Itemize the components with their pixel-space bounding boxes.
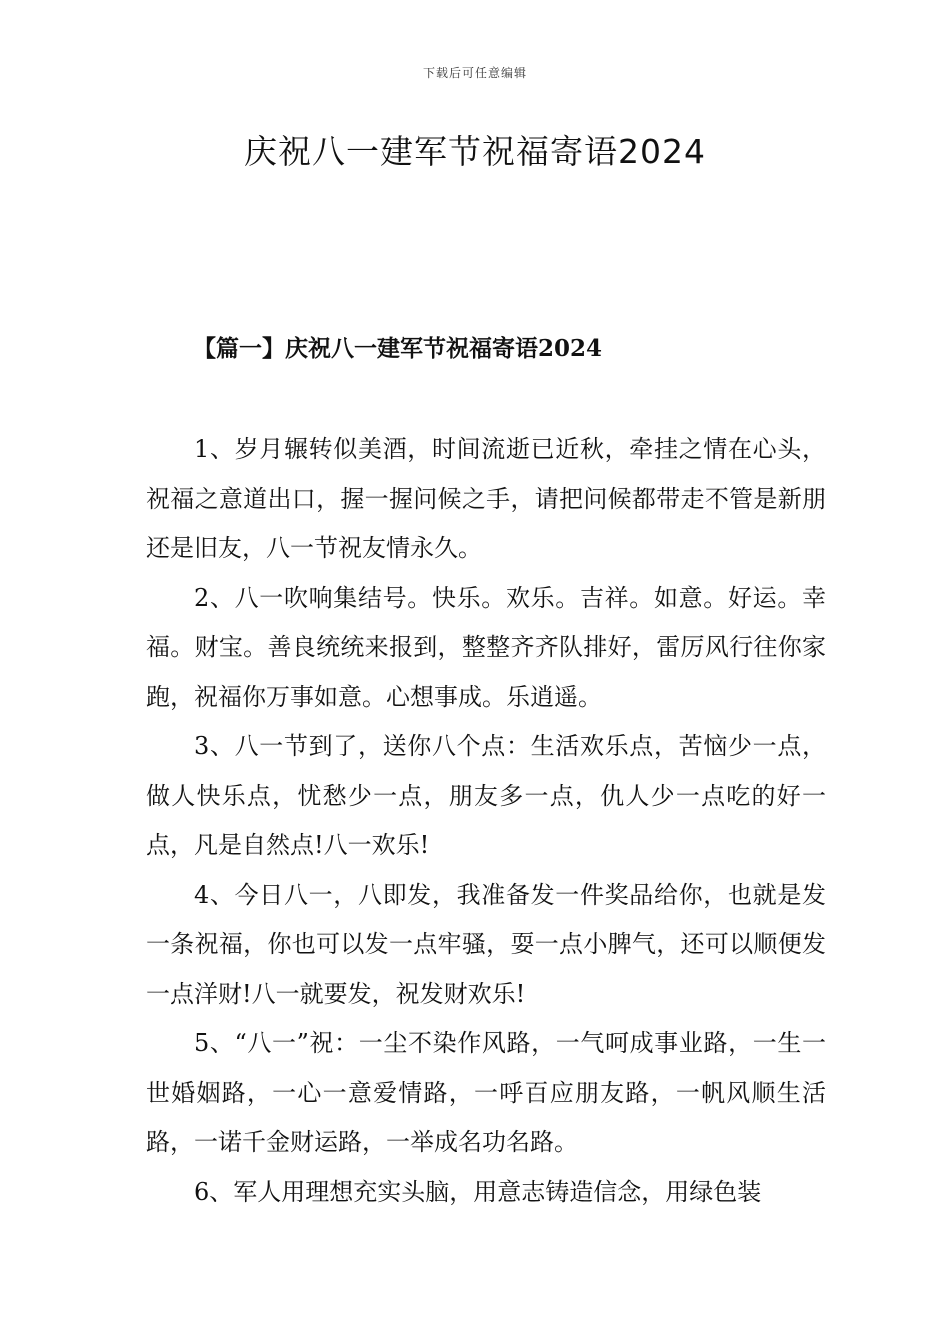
document-title: 庆祝八一建军节祝福寄语2024: [244, 132, 706, 171]
paragraph-5: 5、“八一”祝：一尘不染作风路，一气呵成事业路，一生一世婚姻路，一心一意爱情路，一呼百应朋友路，一帆风顺生活路，一诺千金财运路，一举成名功名路。: [146, 1029, 826, 1156]
paragraph-1: 1、岁月辗转似美酒，时间流逝已近秋，牵挂之情在心头，祝福之意道出口，握一握问候之手，请把问候都带走不管是新朋还是旧友，八一节祝友情永久。: [146, 435, 826, 562]
document-body: [146, 425, 826, 1217]
paragraph-2: 2、八一吹响集结号。快乐。欢乐。吉祥。如意。好运。幸福。财宝。善良统统来报到，整整齐齐队排好，雷厉风行往你家跑，祝福你万事如意。心想事成。乐逍遥。: [146, 583, 826, 711]
paragraph-4: 4、今日八一，八即发，我准备发一件奖品给你，也就是发一条祝福，你也可以发一点牢骚，耍一点小脾气，还可以顺便发一点洋财!八一就要发，祝发财欢乐!: [146, 880, 826, 1008]
paragraph-3: 3、八一节到了，送你八个点：生活欢乐点，苦恼少一点，做人快乐点，忧愁少一点，朋友多一点，仇人少一点吃的好一点，凡是自然点!八一欢乐!: [146, 732, 826, 859]
paragraph-6: 6、军人用理想充实头脑，用意志铸造信念，用绿色装: [194, 1177, 762, 1206]
section-heading: 【篇一】庆祝八一建军节祝福寄语2024: [193, 335, 603, 362]
header-note: 下载后可任意编辑: [422, 66, 527, 80]
